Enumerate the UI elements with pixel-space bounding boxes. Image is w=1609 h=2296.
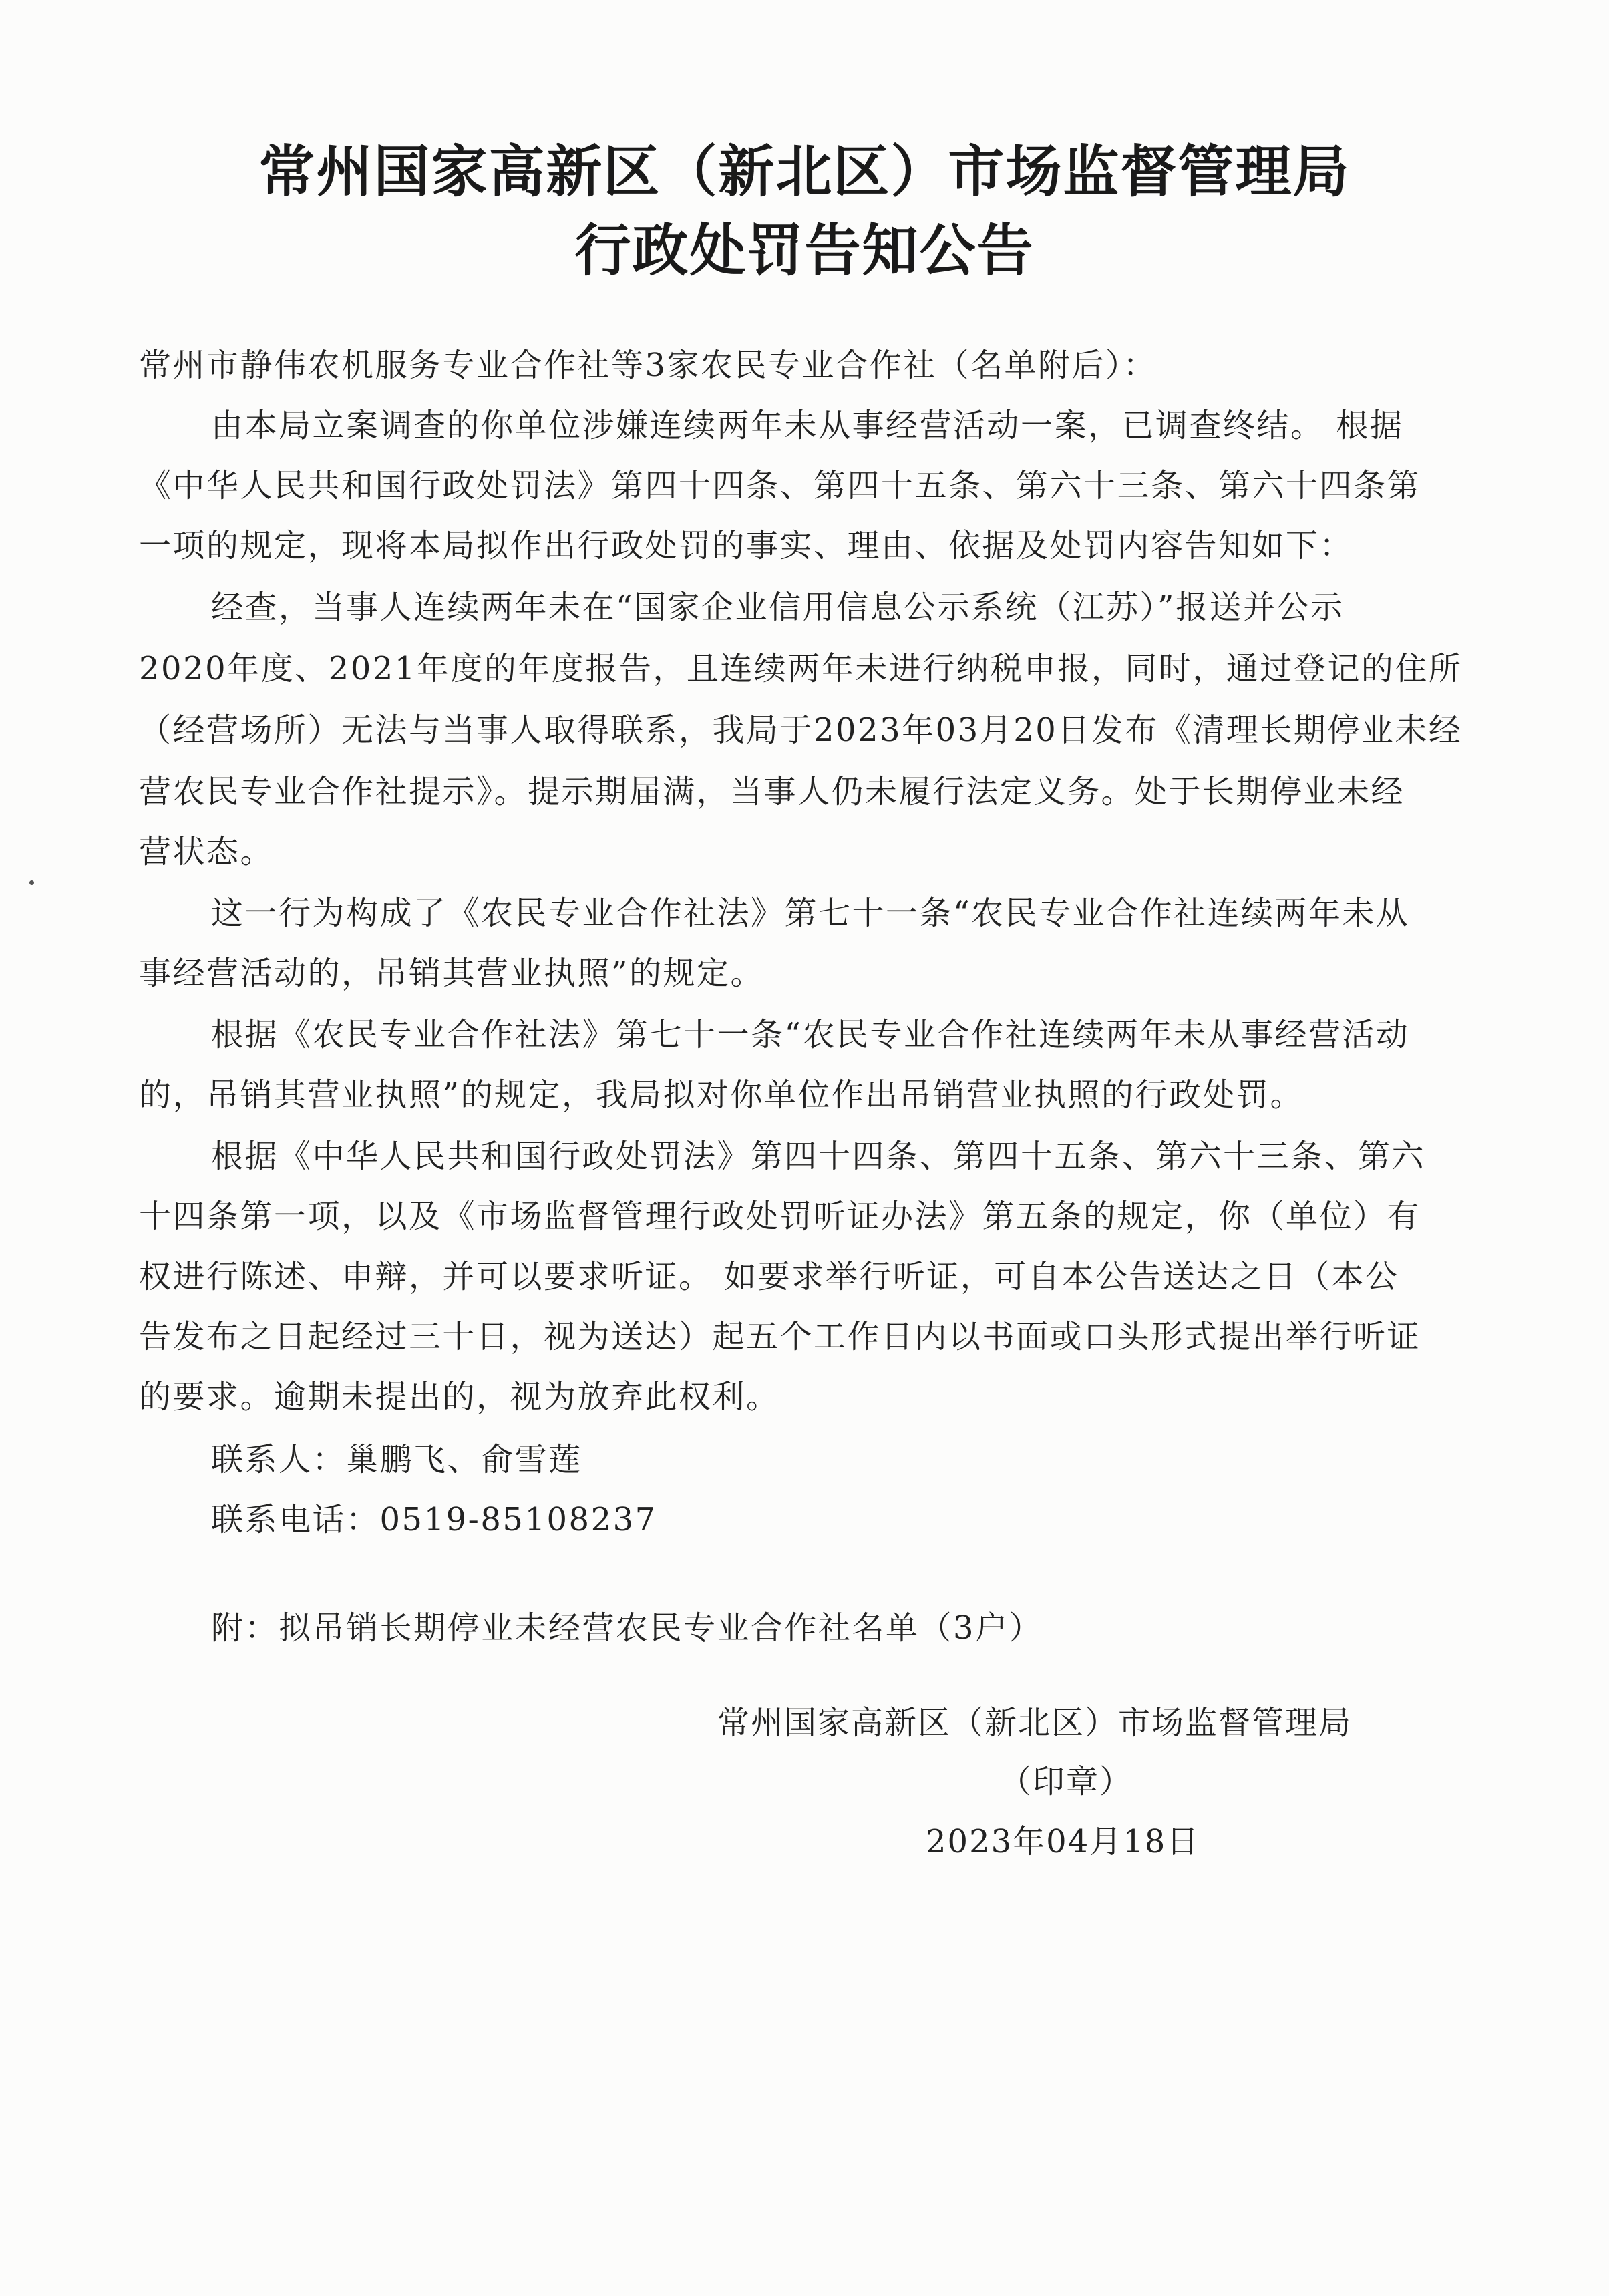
paragraph-2-line-2: 2020年度、2021年度的年度报告，且连续两年未进行纳税申报，同时，通过登记的住所: [139, 650, 1463, 687]
paragraph-5-line-4: 告发布之日起经过三十日，视为送达）起五个工作日内以书面或口头形式提出举行听证: [139, 1318, 1421, 1355]
title-line-1: 常州国家高新区（新北区）市场监督管理局: [258, 139, 1351, 204]
signature-org: 常州国家高新区（新北区）市场监督管理局: [717, 1704, 1353, 1742]
paragraph-2-line-4: 营农民专业合作社提示》。提示期届满，当事人仍未履行法定义务。处于长期停业未经: [139, 773, 1405, 810]
paragraph-3-line-1: 这一行为构成了《农民专业合作社法》第七十一条“农民专业合作社连续两年未从: [211, 894, 1410, 932]
signature-date: 2023年04月18日: [926, 1823, 1200, 1860]
attachment-note: 附：拟吊销长期停业未经营农民专业合作社名单（3户）: [211, 1609, 1043, 1647]
paragraph-2-line-1: 经查，当事人连续两年未在“国家企业信用信息公示系统（江苏）”报送并公示: [211, 589, 1345, 626]
addressee: 常州市静伟农机服务专业合作社等3家农民专业合作社（名单附后）：: [139, 347, 1157, 384]
paragraph-1-line-2: 《中华人民共和国行政处罚法》第四十四条、第四十五条、第六十三条、第六十四条第: [139, 467, 1421, 504]
scan-speck: [29, 880, 34, 885]
paragraph-5-line-2: 十四条第一项，以及《市场监督管理行政处罚听证办法》第五条的规定，你（单位）有: [139, 1198, 1421, 1235]
paragraph-5-line-3: 权进行陈述、申辩，并可以要求听证。 如要求举行听证，可自本公告送达之日（本公: [139, 1258, 1399, 1295]
paragraph-4-line-2: 的，吊销其营业执照”的规定，我局拟对你单位作出吊销营业执照的行政处罚。: [139, 1076, 1304, 1114]
paragraph-2-line-3: （经营场所）无法与当事人取得联系，我局于2023年03月20日发布《清理长期停业未经: [139, 711, 1463, 749]
paragraph-2-line-5: 营状态。: [139, 833, 275, 870]
title-line-2: 行政处罚告知公告: [574, 218, 1035, 283]
paragraph-3-line-2: 事经营活动的，吊销其营业执照”的规定。: [139, 955, 765, 992]
paragraph-5-line-5: 的要求。逾期未提出的，视为放弃此权利。: [139, 1378, 780, 1416]
paragraph-1-line-3: 一项的规定，现将本局拟作出行政处罚的事实、理由、依据及处罚内容告知如下：: [139, 527, 1354, 564]
paragraph-5-line-1: 根据《中华人民共和国行政处罚法》第四十四条、第四十五条、第六十三条、第六: [211, 1138, 1426, 1175]
contact-person: 联系人：巢鹏飞、俞雪莲: [211, 1441, 582, 1478]
signature-seal: （印章）: [999, 1763, 1133, 1800]
paragraph-4-line-1: 根据《农民专业合作社法》第七十一条“农民专业合作社连续两年未从事经营活动: [211, 1016, 1410, 1053]
contact-phone: 联系电话：0519-85108237: [211, 1501, 657, 1538]
paragraph-1-line-1: 由本局立案调查的你单位涉嫌连续两年未从事经营活动一案，已调查终结。 根据: [211, 407, 1404, 444]
